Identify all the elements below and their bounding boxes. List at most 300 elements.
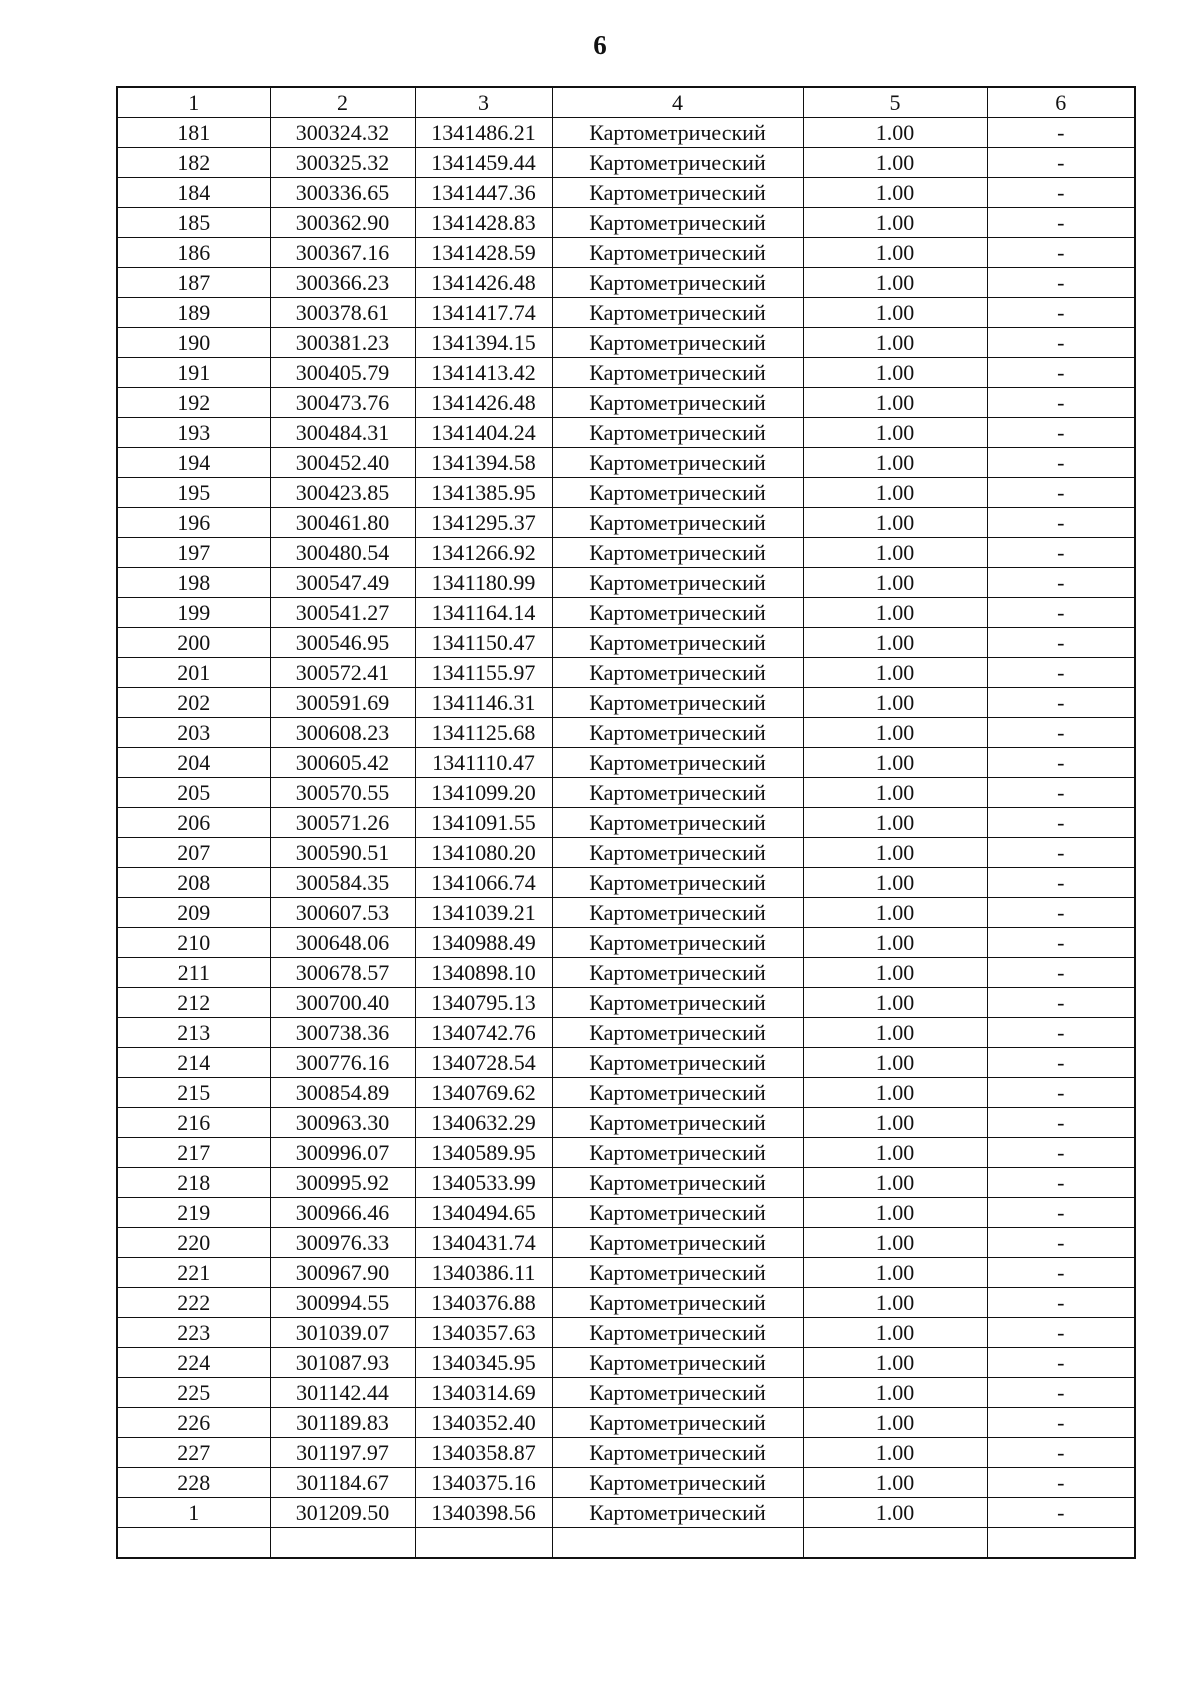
table-cell: 1341150.47 — [415, 628, 552, 658]
table-row — [117, 148, 1135, 178]
table-cell: 1341385.95 — [415, 478, 552, 508]
table-cell: - — [987, 988, 1135, 1018]
table-cell: 1340533.99 — [415, 1168, 552, 1198]
table-cell: - — [987, 1018, 1135, 1048]
table-cell: Картометрический — [552, 1258, 803, 1288]
table-cell: 1341091.55 — [415, 808, 552, 838]
table-cell: 1.00 — [803, 1378, 987, 1408]
table-cell: 217 — [117, 1138, 270, 1168]
table-cell: - — [987, 448, 1135, 478]
table-cell: 223 — [117, 1318, 270, 1348]
table-cell: 300700.40 — [270, 988, 415, 1018]
table-row — [117, 538, 1135, 568]
table-cell: - — [987, 748, 1135, 778]
table-cell: Картометрический — [552, 718, 803, 748]
table-cell: 300480.54 — [270, 538, 415, 568]
table-cell: Картометрический — [552, 1378, 803, 1408]
table-cell: 300473.76 — [270, 388, 415, 418]
table-cell: Картометрический — [552, 628, 803, 658]
table-cell: - — [987, 1198, 1135, 1228]
table-row — [117, 358, 1135, 388]
table-cell: 1341099.20 — [415, 778, 552, 808]
table-row — [117, 1438, 1135, 1468]
table-cell: Картометрический — [552, 1078, 803, 1108]
table-cell: 300738.36 — [270, 1018, 415, 1048]
table-cell: 1.00 — [803, 328, 987, 358]
table-cell: 187 — [117, 268, 270, 298]
table-cell: 300547.49 — [270, 568, 415, 598]
table-cell: 1.00 — [803, 1438, 987, 1468]
table-cell: 300362.90 — [270, 208, 415, 238]
table-cell: 1340795.13 — [415, 988, 552, 1018]
table-cell: 301142.44 — [270, 1378, 415, 1408]
table-cell: 1340742.76 — [415, 1018, 552, 1048]
table-cell: 1341394.15 — [415, 328, 552, 358]
table-cell: - — [987, 388, 1135, 418]
table-row — [117, 568, 1135, 598]
table-cell: 300608.23 — [270, 718, 415, 748]
table-cell: 1.00 — [803, 718, 987, 748]
table-cell: 1.00 — [803, 1168, 987, 1198]
table-cell: 1.00 — [803, 1228, 987, 1258]
table-cell: 226 — [117, 1408, 270, 1438]
table-row — [117, 1378, 1135, 1408]
table-cell: 1.00 — [803, 238, 987, 268]
column-header: 4 — [552, 87, 803, 118]
table-cell: Картометрический — [552, 388, 803, 418]
table-cell: Картометрический — [552, 298, 803, 328]
table-cell: 193 — [117, 418, 270, 448]
table-cell: 1341110.47 — [415, 748, 552, 778]
table-cell: 1341080.20 — [415, 838, 552, 868]
table-cell: 1341164.14 — [415, 598, 552, 628]
table-cell: 1.00 — [803, 1468, 987, 1498]
table-cell: 1.00 — [803, 448, 987, 478]
table-cell: - — [987, 868, 1135, 898]
table-cell: Картометрический — [552, 778, 803, 808]
table-cell: Картометрический — [552, 688, 803, 718]
table-cell: - — [987, 148, 1135, 178]
table-cell: 1.00 — [803, 298, 987, 328]
table-cell: 185 — [117, 208, 270, 238]
table-cell: 300571.26 — [270, 808, 415, 838]
table-cell: 1.00 — [803, 1318, 987, 1348]
table-cell: 1.00 — [803, 208, 987, 238]
table-cell: 199 — [117, 598, 270, 628]
table-cell: - — [987, 718, 1135, 748]
table-cell: - — [987, 178, 1135, 208]
table-cell: 1.00 — [803, 958, 987, 988]
table-cell: 218 — [117, 1168, 270, 1198]
table-cell: Картометрический — [552, 808, 803, 838]
table-cell: Картометрический — [552, 238, 803, 268]
table-cell: 1.00 — [803, 1078, 987, 1108]
table-row — [117, 1048, 1135, 1078]
table-cell: 210 — [117, 928, 270, 958]
table-cell: Картометрический — [552, 1138, 803, 1168]
table-cell: 1340345.95 — [415, 1348, 552, 1378]
table-cell: 1341428.59 — [415, 238, 552, 268]
table-cell: 1.00 — [803, 1408, 987, 1438]
table-cell: 1341459.44 — [415, 148, 552, 178]
table-cell: - — [987, 838, 1135, 868]
table-cell: Картометрический — [552, 1348, 803, 1378]
table-cell: Картометрический — [552, 748, 803, 778]
table-cell: - — [987, 958, 1135, 988]
table-cell: - — [987, 1438, 1135, 1468]
table-cell: 1.00 — [803, 748, 987, 778]
table-cell: 196 — [117, 508, 270, 538]
table-row — [117, 628, 1135, 658]
table-cell: 300366.23 — [270, 268, 415, 298]
table-cell: 300996.07 — [270, 1138, 415, 1168]
table-cell: - — [987, 928, 1135, 958]
table-cell: 300423.85 — [270, 478, 415, 508]
table-cell: 1340386.11 — [415, 1258, 552, 1288]
column-header: 1 — [117, 87, 270, 118]
table-cell: 1.00 — [803, 688, 987, 718]
table-cell: 1.00 — [803, 778, 987, 808]
table-cell: 300995.92 — [270, 1168, 415, 1198]
table-cell: 300325.32 — [270, 148, 415, 178]
table-cell: 1.00 — [803, 1258, 987, 1288]
table-cell: 300605.42 — [270, 748, 415, 778]
table-cell: 209 — [117, 898, 270, 928]
table-cell: 1341404.24 — [415, 418, 552, 448]
table-cell: 182 — [117, 148, 270, 178]
table-row — [117, 1318, 1135, 1348]
table-cell: 224 — [117, 1348, 270, 1378]
table-cell: 212 — [117, 988, 270, 1018]
table-cell: 300484.31 — [270, 418, 415, 448]
table-row — [117, 1528, 1135, 1559]
table-cell: 1341486.21 — [415, 118, 552, 148]
table-cell: 1.00 — [803, 1348, 987, 1378]
table-row — [117, 1108, 1135, 1138]
table-cell: Картометрический — [552, 1198, 803, 1228]
table-row — [117, 388, 1135, 418]
table-cell: 225 — [117, 1378, 270, 1408]
table-cell: 1.00 — [803, 1198, 987, 1228]
table-cell: - — [987, 568, 1135, 598]
table-cell: Картометрический — [552, 178, 803, 208]
table-cell: 1340898.10 — [415, 958, 552, 988]
table-cell: 1.00 — [803, 598, 987, 628]
table-row — [117, 268, 1135, 298]
table-cell: Картометрический — [552, 838, 803, 868]
table-row — [117, 418, 1135, 448]
table-cell: 300324.32 — [270, 118, 415, 148]
column-header: 6 — [987, 87, 1135, 118]
table-row — [117, 1198, 1135, 1228]
table-cell: 228 — [117, 1468, 270, 1498]
table-cell: 1340314.69 — [415, 1378, 552, 1408]
table-row — [117, 1258, 1135, 1288]
table-cell: 1340988.49 — [415, 928, 552, 958]
table-cell: 215 — [117, 1078, 270, 1108]
table-cell: 222 — [117, 1288, 270, 1318]
table-cell: 1.00 — [803, 1138, 987, 1168]
table-cell: 1.00 — [803, 388, 987, 418]
table-cell: - — [987, 1048, 1135, 1078]
table-cell: 1341426.48 — [415, 268, 552, 298]
table-cell: 1341428.83 — [415, 208, 552, 238]
table-cell: 1.00 — [803, 568, 987, 598]
table-cell: - — [987, 1258, 1135, 1288]
table-cell: 300678.57 — [270, 958, 415, 988]
table-cell — [270, 1528, 415, 1559]
table-row — [117, 718, 1135, 748]
table-cell: 186 — [117, 238, 270, 268]
table-row — [117, 598, 1135, 628]
table-cell: 189 — [117, 298, 270, 328]
table-cell: - — [987, 478, 1135, 508]
table-cell: 300541.27 — [270, 598, 415, 628]
table-cell: 300607.53 — [270, 898, 415, 928]
table-cell: 300452.40 — [270, 448, 415, 478]
table-row — [117, 238, 1135, 268]
table-cell: Картометрический — [552, 1438, 803, 1468]
table-cell: 300381.23 — [270, 328, 415, 358]
table-row — [117, 1498, 1135, 1528]
table-cell: 1341125.68 — [415, 718, 552, 748]
table-cell: 1.00 — [803, 658, 987, 688]
table-cell: 206 — [117, 808, 270, 838]
table-cell: Картометрический — [552, 1168, 803, 1198]
table-cell: 1340431.74 — [415, 1228, 552, 1258]
table-row — [117, 688, 1135, 718]
table-cell: 1341039.21 — [415, 898, 552, 928]
table-row — [117, 1018, 1135, 1048]
table-cell: 1.00 — [803, 178, 987, 208]
table-row — [117, 1468, 1135, 1498]
coordinates-table — [116, 86, 1136, 1559]
table-cell: Картометрический — [552, 1498, 803, 1528]
table-row — [117, 1288, 1135, 1318]
table-row — [117, 868, 1135, 898]
table-cell — [552, 1528, 803, 1559]
table-cell: - — [987, 1078, 1135, 1108]
table-row — [117, 448, 1135, 478]
table-cell: 208 — [117, 868, 270, 898]
table-cell: Картометрический — [552, 1108, 803, 1138]
table-row — [117, 178, 1135, 208]
table-cell: Картометрический — [552, 1228, 803, 1258]
column-header: 3 — [415, 87, 552, 118]
table-cell: Картометрический — [552, 868, 803, 898]
table-cell: 204 — [117, 748, 270, 778]
table-cell: 1340376.88 — [415, 1288, 552, 1318]
table-cell: 300963.30 — [270, 1108, 415, 1138]
table-cell: - — [987, 898, 1135, 928]
table-cell: - — [987, 508, 1135, 538]
table-cell: - — [987, 598, 1135, 628]
table-cell — [803, 1528, 987, 1559]
table-cell: - — [987, 538, 1135, 568]
table-cell: - — [987, 358, 1135, 388]
table-cell: - — [987, 1318, 1135, 1348]
table-cell: 216 — [117, 1108, 270, 1138]
table-cell: 300405.79 — [270, 358, 415, 388]
table-cell: 1340769.62 — [415, 1078, 552, 1108]
table-cell: 1.00 — [803, 808, 987, 838]
table-cell: Картометрический — [552, 358, 803, 388]
table-cell: - — [987, 688, 1135, 718]
table-cell: - — [987, 118, 1135, 148]
table-cell: - — [987, 1108, 1135, 1138]
table-cell: 220 — [117, 1228, 270, 1258]
table-cell: 300572.41 — [270, 658, 415, 688]
table-cell: 300648.06 — [270, 928, 415, 958]
table-cell: 301039.07 — [270, 1318, 415, 1348]
table-cell: 200 — [117, 628, 270, 658]
table-cell: 197 — [117, 538, 270, 568]
table-cell: 1340398.56 — [415, 1498, 552, 1528]
table-cell: 211 — [117, 958, 270, 988]
table-cell: 1.00 — [803, 1288, 987, 1318]
table-cell: 184 — [117, 178, 270, 208]
table-cell: - — [987, 1468, 1135, 1498]
table-cell: 1341426.48 — [415, 388, 552, 418]
table-cell: 1.00 — [803, 1048, 987, 1078]
table-cell: 301197.97 — [270, 1438, 415, 1468]
table-cell: Картометрический — [552, 988, 803, 1018]
table-cell: 207 — [117, 838, 270, 868]
table-cell: 300546.95 — [270, 628, 415, 658]
table-cell: Картометрический — [552, 1468, 803, 1498]
table-cell: - — [987, 808, 1135, 838]
table-row — [117, 1228, 1135, 1258]
table-cell: 1341180.99 — [415, 568, 552, 598]
table-cell: 181 — [117, 118, 270, 148]
table-cell: 1341146.31 — [415, 688, 552, 718]
column-header: 2 — [270, 87, 415, 118]
table-cell — [415, 1528, 552, 1559]
table-cell: Картометрический — [552, 1318, 803, 1348]
table-cell: - — [987, 1288, 1135, 1318]
table-cell: 1341447.36 — [415, 178, 552, 208]
table-cell: Картометрический — [552, 1018, 803, 1048]
table-cell: 1340375.16 — [415, 1468, 552, 1498]
table-cell: Картометрический — [552, 658, 803, 688]
table-cell: 1.00 — [803, 358, 987, 388]
table-cell: 301209.50 — [270, 1498, 415, 1528]
table-cell: 1341417.74 — [415, 298, 552, 328]
table-cell: Картометрический — [552, 268, 803, 298]
table-row — [117, 1078, 1135, 1108]
table-cell: 1340589.95 — [415, 1138, 552, 1168]
table-cell: Картометрический — [552, 538, 803, 568]
table-row — [117, 838, 1135, 868]
table-cell: 1.00 — [803, 268, 987, 298]
table-cell: 1340494.65 — [415, 1198, 552, 1228]
table-cell: 192 — [117, 388, 270, 418]
table-cell: Картометрический — [552, 898, 803, 928]
table-cell: Картометрический — [552, 448, 803, 478]
table-row — [117, 988, 1135, 1018]
table-row — [117, 118, 1135, 148]
table-row — [117, 508, 1135, 538]
table-cell: 219 — [117, 1198, 270, 1228]
table-cell: Картометрический — [552, 1408, 803, 1438]
table-cell: 300976.33 — [270, 1228, 415, 1258]
table-cell: 213 — [117, 1018, 270, 1048]
table-cell: Картометрический — [552, 208, 803, 238]
table-cell: - — [987, 1498, 1135, 1528]
table-cell: - — [987, 238, 1135, 268]
table-cell: 301087.93 — [270, 1348, 415, 1378]
table-cell: 191 — [117, 358, 270, 388]
table-row — [117, 328, 1135, 358]
table-cell: 194 — [117, 448, 270, 478]
table-cell: Картометрический — [552, 568, 803, 598]
table-row — [117, 1348, 1135, 1378]
table-cell: Картометрический — [552, 418, 803, 448]
table-cell: 1.00 — [803, 508, 987, 538]
table-cell: Картометрический — [552, 928, 803, 958]
table-cell: 300336.65 — [270, 178, 415, 208]
table-row — [117, 478, 1135, 508]
table-cell: - — [987, 1348, 1135, 1378]
table-cell: 300994.55 — [270, 1288, 415, 1318]
table-header-row — [117, 87, 1135, 118]
table-cell: 300967.90 — [270, 1258, 415, 1288]
table-row — [117, 748, 1135, 778]
table-row — [117, 808, 1135, 838]
table-cell: Картометрический — [552, 508, 803, 538]
table-cell: Картометрический — [552, 328, 803, 358]
table-cell: 1.00 — [803, 478, 987, 508]
table-cell: 1.00 — [803, 988, 987, 1018]
table-cell: 1.00 — [803, 118, 987, 148]
table-cell: 214 — [117, 1048, 270, 1078]
table-cell: 190 — [117, 328, 270, 358]
table-cell: 1.00 — [803, 538, 987, 568]
table-cell: 1340358.87 — [415, 1438, 552, 1468]
table-cell: 1.00 — [803, 148, 987, 178]
table-cell: 1341155.97 — [415, 658, 552, 688]
table-cell: 300966.46 — [270, 1198, 415, 1228]
table-cell: - — [987, 328, 1135, 358]
table-row — [117, 1168, 1135, 1198]
table-row — [117, 208, 1135, 238]
table-cell: 300591.69 — [270, 688, 415, 718]
table-cell: 300584.35 — [270, 868, 415, 898]
table-cell: Картометрический — [552, 958, 803, 988]
table-cell: 1.00 — [803, 628, 987, 658]
column-header: 5 — [803, 87, 987, 118]
table-cell: Картометрический — [552, 598, 803, 628]
table-row — [117, 928, 1135, 958]
table-cell: - — [987, 628, 1135, 658]
table-cell: 1.00 — [803, 928, 987, 958]
table-body — [117, 118, 1135, 1559]
table-cell: 300854.89 — [270, 1078, 415, 1108]
table-cell: 300776.16 — [270, 1048, 415, 1078]
table-cell: 300461.80 — [270, 508, 415, 538]
table-cell: 1.00 — [803, 1498, 987, 1528]
table-cell: 301184.67 — [270, 1468, 415, 1498]
table-row — [117, 898, 1135, 928]
table-cell: - — [987, 208, 1135, 238]
table-row — [117, 1408, 1135, 1438]
table-row — [117, 658, 1135, 688]
table-cell: Картометрический — [552, 1288, 803, 1318]
table-cell: 1.00 — [803, 1018, 987, 1048]
table-cell: Картометрический — [552, 148, 803, 178]
table-cell: Картометрический — [552, 1048, 803, 1078]
table-cell: - — [987, 418, 1135, 448]
